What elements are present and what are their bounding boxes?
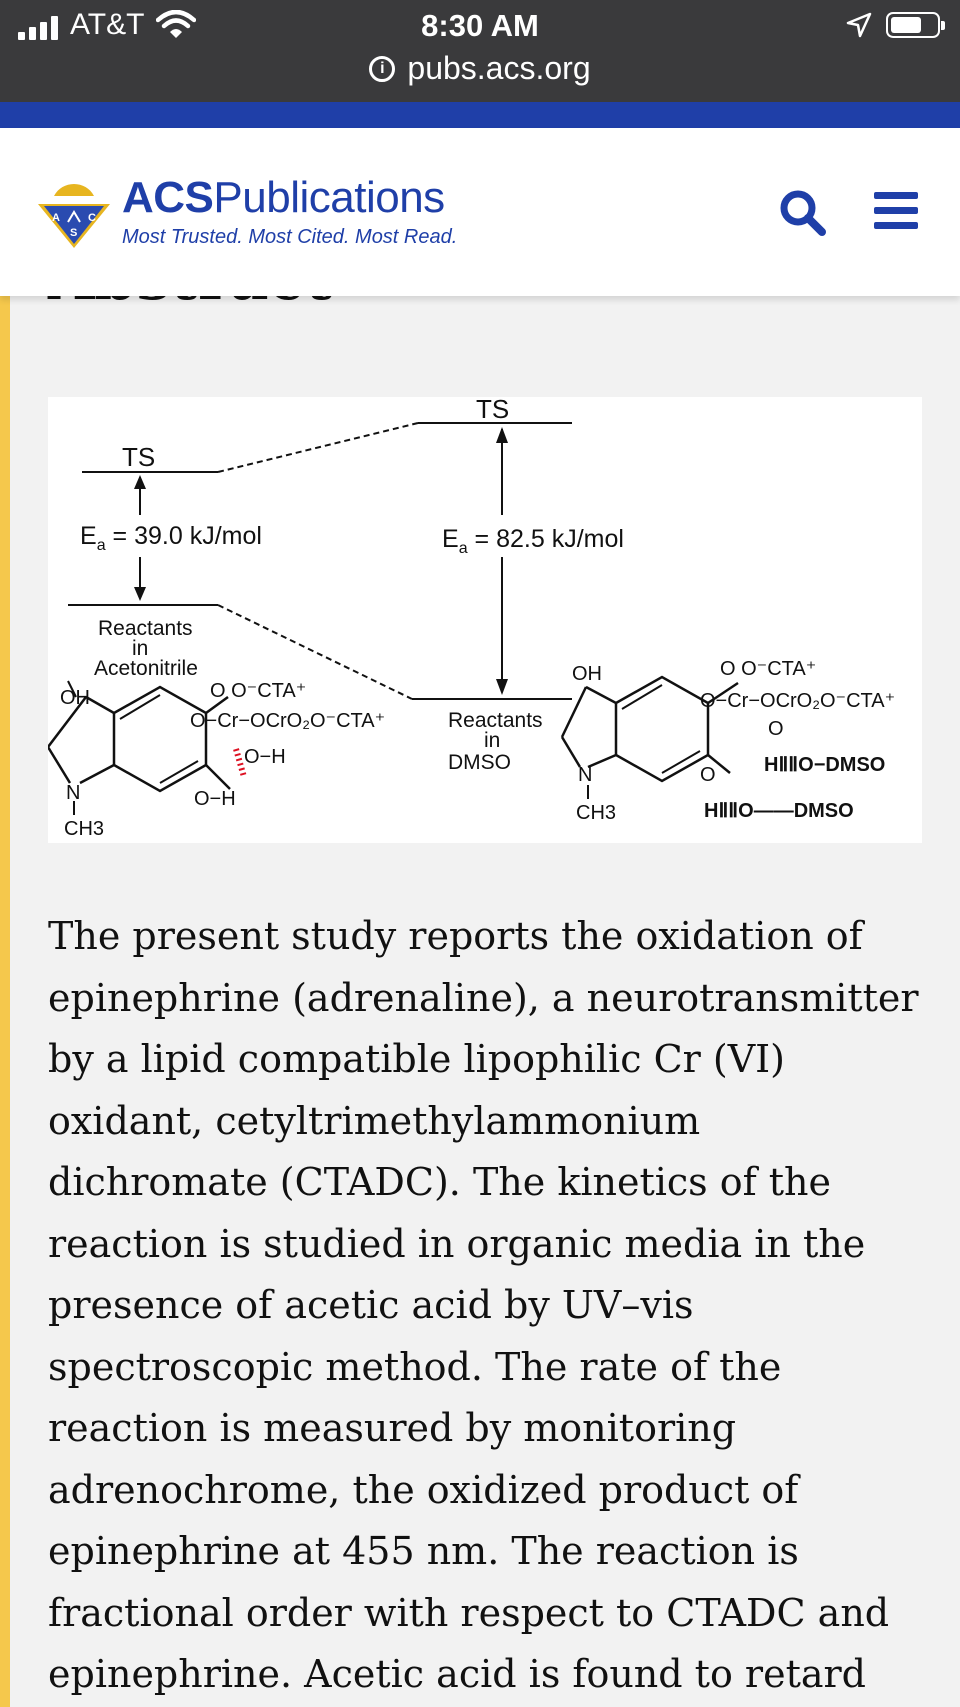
reactants-right-line2: in bbox=[484, 729, 501, 752]
svg-text:O: O bbox=[700, 764, 716, 786]
svg-text:O−H: O−H bbox=[244, 746, 286, 768]
search-icon bbox=[778, 188, 828, 238]
abstract-text: The present study reports the oxidation of epinephrine (adrenaline), a neurotransmitter by a lipid compatible lipophilic Cr (VI) oxidant, cetyltrimethylammonium dichromate (CTADC). The kinetics of the reaction is studied in organic media in the presence of acetic acid by UV–vis spectroscopic method. The rate of the reaction is measured by monitoring adrenochrome, the oxidized product of epinephrine at 455 nm. The reaction is fractional order with respect to CTADC and epinephrine. Acetic acid is found to retard bbox=[48, 914, 919, 1696]
svg-text:N: N bbox=[66, 782, 81, 804]
logo-letter-s: S bbox=[70, 227, 78, 239]
url-bar[interactable] bbox=[0, 50, 960, 87]
acs-logo-icon[interactable] bbox=[36, 178, 112, 255]
info-icon: i bbox=[369, 56, 395, 82]
brand-color-bar bbox=[0, 102, 960, 128]
svg-text:O O⁻CTA⁺: O O⁻CTA⁺ bbox=[720, 658, 817, 680]
svg-text:OH: OH bbox=[60, 687, 90, 709]
status-bar bbox=[0, 0, 960, 102]
hamburger-menu-icon bbox=[872, 190, 920, 232]
ts-connector bbox=[218, 423, 418, 472]
carrier-label: AT&T bbox=[70, 8, 145, 41]
svg-text:O−H: O−H bbox=[194, 788, 236, 810]
arrow-down-icon bbox=[496, 679, 508, 695]
ts-label-left: TS bbox=[122, 442, 156, 472]
logo-letter-a: A bbox=[52, 212, 60, 224]
molecule-acetonitrile bbox=[48, 680, 385, 840]
reactants-left-line2: in bbox=[132, 637, 149, 660]
arrow-up-icon bbox=[496, 427, 508, 443]
arrow-down-icon bbox=[134, 587, 146, 601]
svg-text:HⅡⅡO——DMSO: HⅡⅡO——DMSO bbox=[704, 800, 854, 822]
search-button[interactable] bbox=[778, 188, 828, 238]
svg-text:O O⁻CTA⁺: O O⁻CTA⁺ bbox=[210, 680, 307, 702]
menu-button[interactable] bbox=[872, 190, 920, 232]
brand-prefix: ACS bbox=[122, 173, 214, 222]
svg-text:OH: OH bbox=[572, 663, 602, 685]
reactants-left-line3: Acetonitrile bbox=[94, 657, 198, 680]
svg-text:N: N bbox=[578, 764, 593, 786]
abstract-figure[interactable] bbox=[48, 397, 922, 843]
reactants-right-line1: Reactants bbox=[448, 709, 543, 732]
site-header bbox=[0, 128, 960, 296]
molecule-dmso bbox=[562, 658, 895, 824]
svg-text:HⅡⅡO−DMSO: HⅡⅡO−DMSO bbox=[764, 754, 886, 776]
clock-time: 8:30 AM bbox=[421, 8, 539, 43]
ea-label-right: $E_a = 82.5$ kJ/mol bbox=[442, 525, 624, 557]
brand-name: Publications bbox=[213, 173, 445, 222]
svg-text:O: O bbox=[768, 718, 784, 740]
reactants-right-line3: DMSO bbox=[448, 751, 511, 774]
location-arrow-icon bbox=[846, 12, 872, 43]
svg-text:CH3: CH3 bbox=[64, 818, 105, 840]
ea-label-left: $E_a = 39.0$ kJ/mol bbox=[80, 522, 262, 554]
ts-label-right: TS bbox=[476, 397, 510, 424]
arrow-up-icon bbox=[134, 475, 146, 489]
reactants-left-line1: Reactants bbox=[98, 617, 193, 640]
logo-letter-c: C bbox=[88, 212, 96, 224]
section-accent-stripe bbox=[0, 296, 10, 1707]
battery-icon bbox=[886, 12, 940, 38]
svg-text:CH3: CH3 bbox=[576, 802, 617, 824]
svg-text:O−Cr−OCrO₂O⁻CTA⁺: O−Cr−OCrO₂O⁻CTA⁺ bbox=[700, 690, 896, 712]
brand-tagline: Most Trusted. Most Cited. Most Read. bbox=[122, 226, 458, 248]
brand-wordmark[interactable] bbox=[122, 173, 445, 223]
svg-text:O−Cr−OCrO₂O⁻CTA⁺: O−Cr−OCrO₂O⁻CTA⁺ bbox=[190, 710, 386, 732]
url-text: pubs.acs.org bbox=[407, 50, 591, 86]
